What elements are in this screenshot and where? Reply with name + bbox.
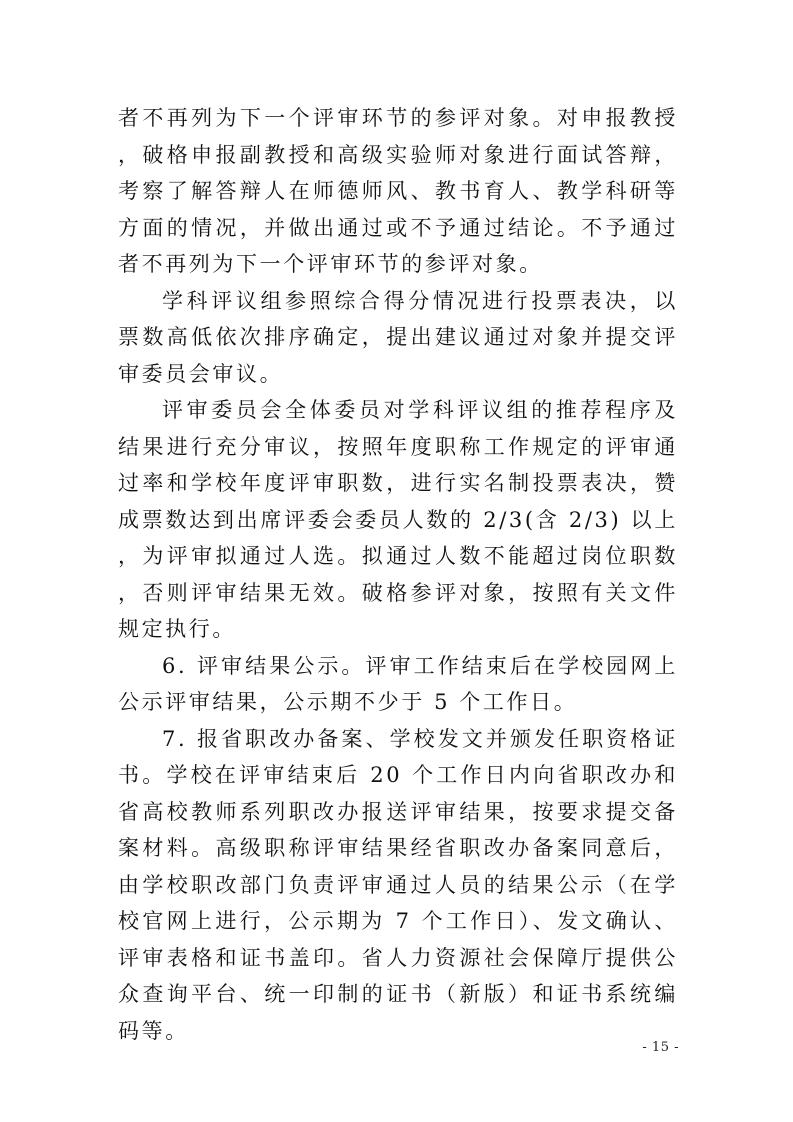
document-body [118, 100, 678, 1049]
paragraph-discipline-group-vote: 学科评议组参照综合得分情况进行投票表决，以票数高低依次排序确定，提出建议通过对象并提交评审委员会审议。 [118, 288, 678, 386]
paragraph-filing-and-certificate: 7. 报省职改办备案、学校发文并颁发任职资格证书。学校在评审结束后 20 个工作日内向省职改办和省高校教师系列职改办报送评审结果，按要求提交备案材料。高级职称评审结果经省职改办备案同意后，由学校职改部门负责评审通过人员的结果公示（在学校官网上进行，公示期为 7 个工作日）、发文确认、评审表格和证书盖印。省人力资源社会保障厅提供公众查询平台、统一印制的证书（新版）和证书系统编码等。 [118, 726, 678, 1043]
paragraph-result-publicity: 6. 评审结果公示。评审工作结束后在学校园网上公示评审结果，公示期不少于 5 个工作日。 [118, 653, 678, 714]
page-number: - 15 - [642, 1040, 679, 1055]
paragraph-committee-review: 评审委员会全体委员对学科评议组的推荐程序及结果进行充分审议，按照年度职称工作规定的评审通过率和学校年度评审职数，进行实名制投票表决，赞成票数达到出席评委会委员人数的 2/3(含 2/3) 以上，为评审拟通过人选。拟通过人数不能超过岗位职数，否则评审结果无效。破格参评对象，按照有关文件规定执行。 [118, 398, 678, 641]
paragraph-continuation: 者不再列为下一个评审环节的参评对象。对申报教授，破格申报副教授和高级实验师对象进行面试答辩，考察了解答辩人在师德师风、教书育人、教学科研等方面的情况，并做出通过或不予通过结论。不予通过者不再列为下一个评审环节的参评对象。 [118, 106, 678, 276]
